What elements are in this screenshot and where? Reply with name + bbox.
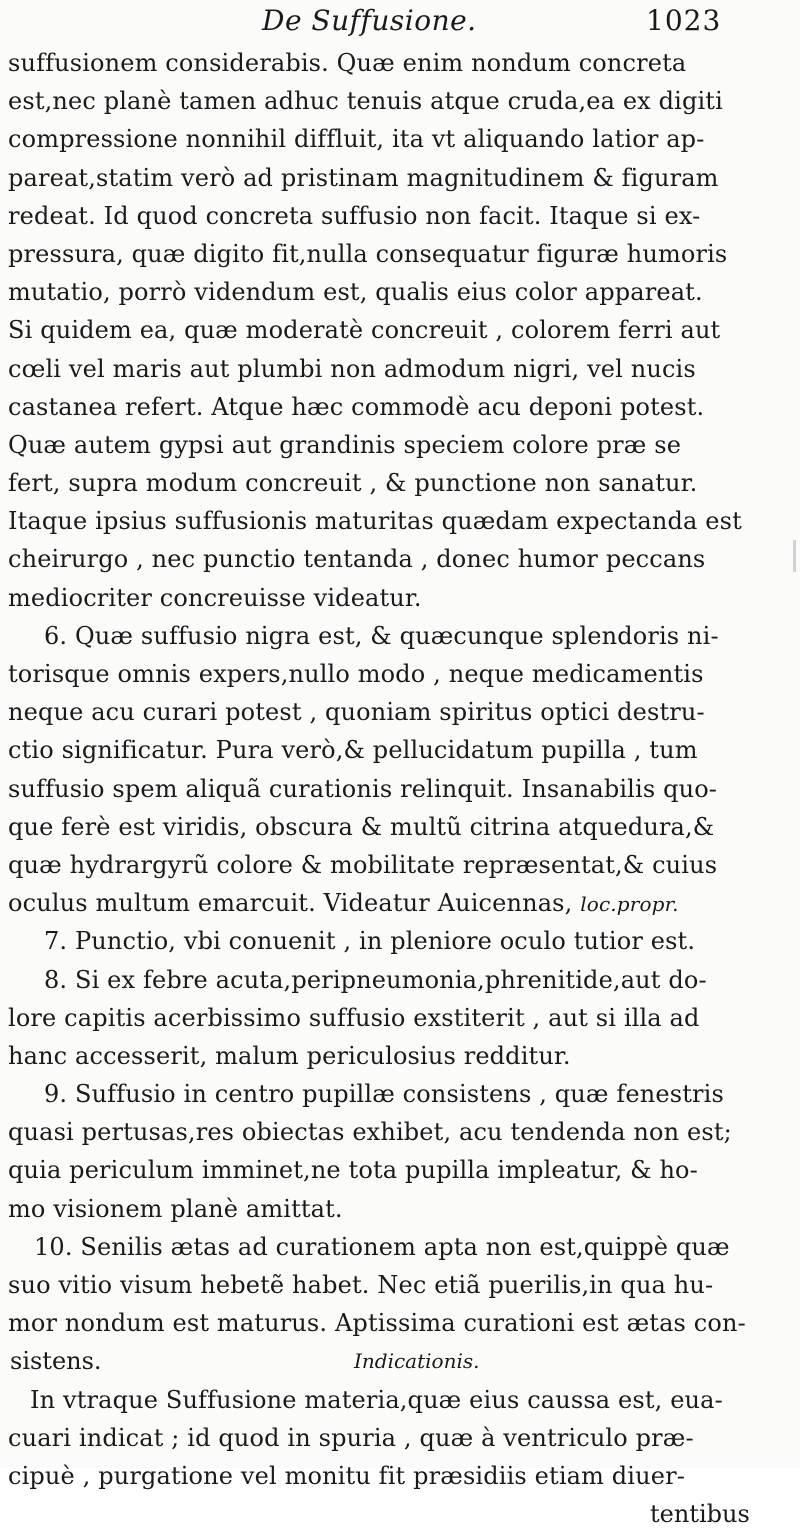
text-line: suffusio spem aliquã curationis relinquit. Insanabilis quo-: [8, 774, 718, 803]
text-line: quia periculum imminet,ne tota pupilla impleatur, & ho-: [8, 1156, 698, 1185]
text-line: Itaque ipsius suffusionis maturitas quædam expectanda est: [8, 507, 742, 536]
text-line: 10. Senilis ætas ad curationem apta non est,quippè quæ: [34, 1232, 730, 1261]
text-line: 7. Punctio, vbi conuenit , in pleniore oculo tutior est.: [44, 927, 696, 956]
body-text: [0, 44, 800, 1533]
page-number: 1023: [646, 4, 722, 37]
text-line: cuari indicat ; id quod in spuria , quæ à ventriculo præ-: [8, 1423, 694, 1452]
text-line: Quæ autem gypsi aut grandinis speciem colore præ se: [8, 430, 682, 459]
text-line: mor nondum est maturus. Aptissima curationi est ætas con-: [8, 1309, 746, 1338]
text-line: mutatio, porrò videndum est, qualis eius color appareat.: [8, 278, 703, 307]
text-line: fert, supra modum concreuit , & punctione non sanatur.: [8, 469, 698, 498]
text-line: hanc accesserit, malum periculosius redditur.: [8, 1041, 571, 1070]
text-line: mediocriter concreuisse videatur.: [8, 583, 422, 612]
text-line: compressione nonnihil diffluit, ita vt aliquando latior ap-: [8, 125, 705, 154]
text-line: cipuè , purgatione vel monitu fit præsidiis etiam diuer-: [8, 1461, 685, 1490]
gutter-shadow: [793, 540, 796, 572]
text-line: quæ hydrargyrũ colore & mobilitate repræsentat,& cuius: [8, 850, 718, 879]
text-line: castanea refert. Atque hæc commodè acu deponi potest.: [8, 392, 705, 421]
text-line: est,nec planè tamen adhuc tenuis atque cruda,ea ex digiti: [8, 87, 723, 116]
text-line: 9. Suffusio in centro pupillæ consistens , quæ fenestris: [44, 1080, 724, 1109]
text-line: pressura, quæ digito fit,nulla consequatur figuræ humoris: [8, 239, 728, 268]
text-line: suo vitio visum hebetẽ habet. Nec etiã puerilis,in qua hu-: [8, 1271, 714, 1299]
text-line: ctio significatur. Pura verò,& pellucidatum pupilla , tum: [8, 736, 698, 765]
text-line: 6. Quæ suffusio nigra est, & quæcunque splendoris ni-: [44, 621, 719, 650]
text-line: oculus multum emarcuit. Videatur Auicennas, loc.propr.: [8, 889, 679, 918]
text-line: In vtraque Suffusione materia,quæ eius caussa est, eua-: [30, 1385, 723, 1414]
running-head: [0, 2, 800, 42]
text-line: redeat. Id quod concreta suffusio non facit. Itaque si ex-: [8, 201, 701, 230]
text-line: que ferè est viridis, obscura & multũ citrina atquedura,&: [8, 812, 715, 841]
text-line: cheirurgo , nec punctio tentanda , donec humor peccans: [8, 545, 706, 574]
catchword: tentibus: [650, 1500, 750, 1529]
text-line: mo visionem planè amittat.: [8, 1194, 343, 1223]
text-line: cœli vel maris aut plumbi non admodum nigri, vel nucis: [8, 354, 696, 383]
text-line: neque acu curari potest , quoniam spiritus optici destru-: [8, 698, 705, 727]
text-line: sistens. Indicationis.: [0, 1342, 800, 1380]
catchword-line: [0, 1495, 800, 1533]
text-line: 8. Si ex febre acuta,peripneumonia,phrenitide,aut do-: [44, 965, 707, 994]
text-line: Si quidem ea, quæ moderatè concreuit , colorem ferri aut: [8, 316, 721, 345]
section-heading: Indicationis.: [354, 1349, 480, 1374]
text-line: suffusionem considerabis. Quæ enim nondum concreta: [8, 49, 687, 77]
text-line: torisque omnis expers,nullo modo , neque medicamentis: [8, 660, 704, 688]
citation-reference: loc.propr.: [580, 892, 679, 917]
text-line: lore capitis acerbissimo suffusio exstiterit , aut si illa ad: [8, 1003, 700, 1032]
text-line: pareat,statim verò ad pristinam magnitudinem & figuram: [8, 163, 719, 192]
text-line: quasi pertusas,res obiectas exhibet, acu tendenda non est;: [8, 1118, 732, 1147]
running-title: De Suffusione.: [262, 4, 477, 37]
